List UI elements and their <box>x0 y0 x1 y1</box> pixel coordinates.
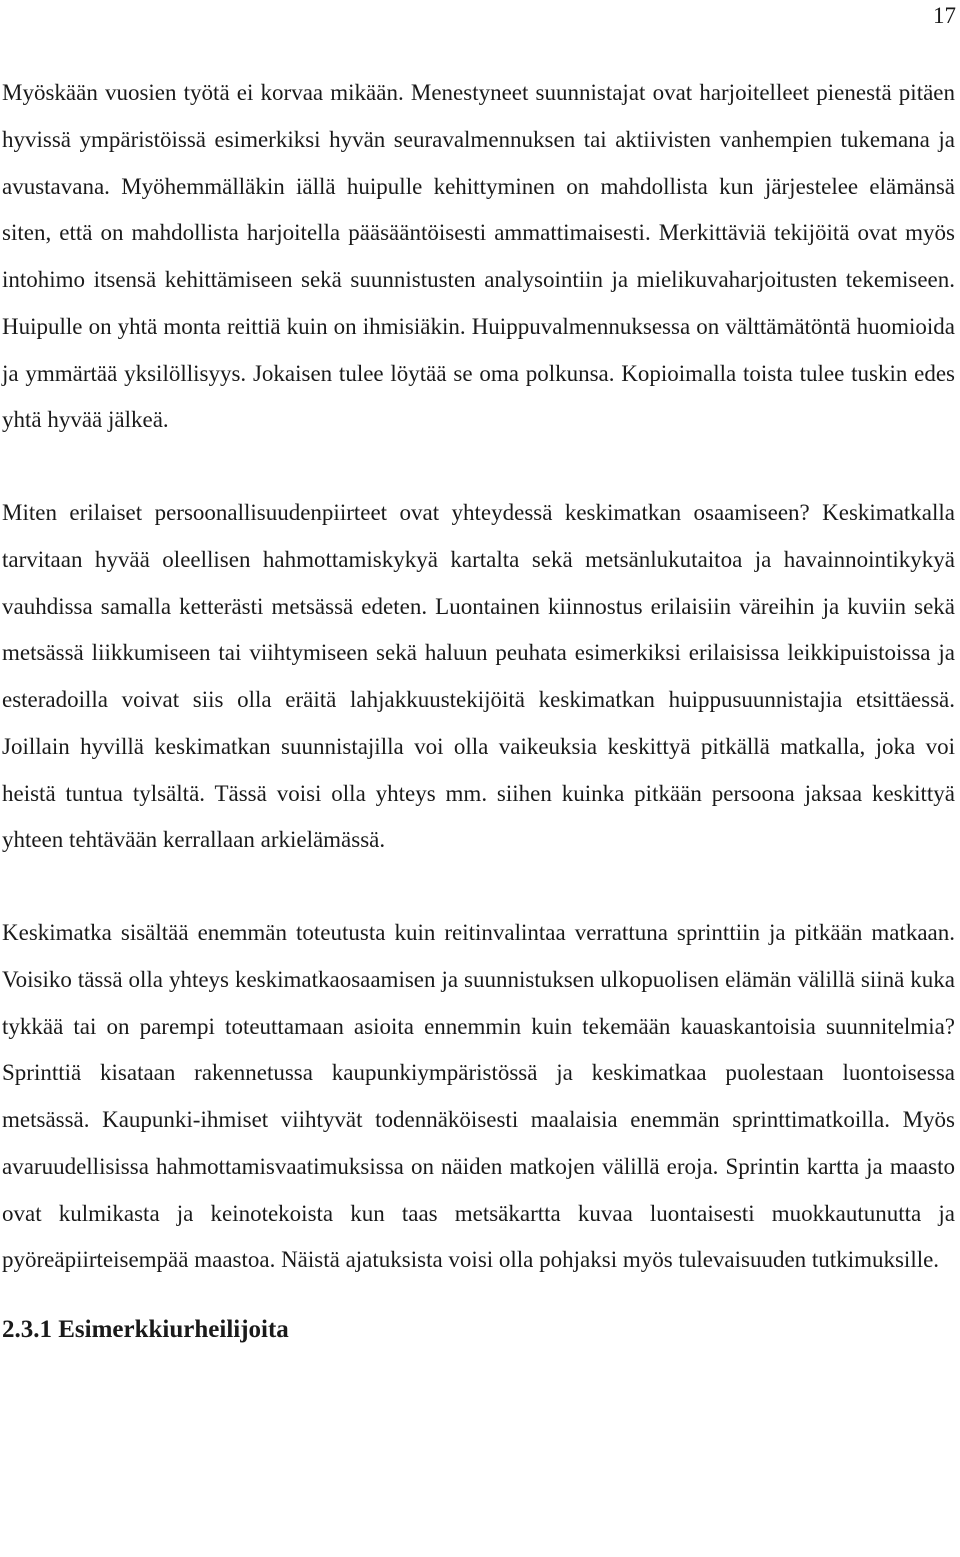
document-body <box>2 70 955 1350</box>
paragraph-spacer <box>2 864 955 910</box>
page-number: 17 <box>933 3 956 28</box>
paragraph-spacer <box>2 444 955 490</box>
paragraph-3: Keskimatka sisältää enemmän toteutusta kuin reitinvalintaa verrattuna sprinttiin ja pitkään matkaan. Voisiko tässä olla yhteys keskimatkaosaamisen ja suunnistuksen ulkopuolisen elämän välillä siinä kuka tykkää tai on parempi toteuttamaan asioita ennemmin kuin tekemään kauaskantoisia suunnitelmia? Sprinttiä kisataan rakennetussa kaupunkiympäristössä ja keskimatkaa puolestaan luontoisessa metsässä. Kaupunki-ihmiset viihtyvät todennäköisesti maalaisia enemmän sprinttimatkoilla. Myös avaruudellisissa hahmottamisvaatimuksissa on näiden matkojen välillä eroja. Sprintin kartta ja maasto ovat kulmikasta ja keinotekoista kun taas metsäkartta kuvaa luontaisesti muokkautunutta ja pyöreäpiirteisempää maastoa. Näistä ajatuksista voisi olla pohjaksi myös tulevaisuuden tutkimuksille. <box>2 920 955 1273</box>
paragraph-1: Myöskään vuosien työtä ei korvaa mikään. Menestyneet suunnistajat ovat harjoitelleet pienestä pitäen hyvissä ympäristöissä esimerkiksi hyvän seuravalmennuksen tai aktiivisten vanhempien tukemana ja avustavana. Myöhemmälläkin iällä huipulle kehittyminen on mahdollista kun järjestelee elämänsä siten, että on mahdollista harjoitella pääsääntöisesti ammattimaisesti. Merkittäviä tekijöitä ovat myös intohimo itsensä kehittämiseen sekä suunnistusten analysointiin ja mielikuvaharjoitusten tekemiseen. Huipulle on yhtä monta reittiä kuin on ihmisiäkin. Huippuvalmennuksessa on välttämätöntä huomioida ja ymmärtää yksilöllisyys. Jokaisen tulee löytää se oma polkunsa. Kopioimalla toista tulee tuskin edes yhtä hyvää jälkeä. <box>2 80 955 433</box>
paragraph-2: Miten erilaiset persoonallisuudenpiirteet ovat yhteydessä keskimatkan osaamiseen? Keskimatkalla tarvitaan hyvää oleellisen hahmottamiskykyä kartalta sekä metsänlukutaitoa ja havainnointikykyä vauhdissa samalla ketterästi metsässä edeten. Luontainen kiinnostus erilaisiin väreihin ja kuviin sekä metsässä liikkumiseen tai viihtymiseen sekä haluun peuhata esimerkiksi erilaisissa leikkipuistoissa ja esteradoilla voivat siis olla eräitä lahjakkuustekijöitä keskimatkan huippusuunnistajia etsittäessä. Joillain hyvillä keskimatkan suunnistajilla voi olla vaikeuksia keskittyä pitkällä matkalla, joka voi heistä tuntua tylsältä. Tässä voisi olla yhteys mm. siihen kuinka pitkään persoona jaksaa keskittyä yhteen tehtävään kerrallaan arkielämässä. <box>2 500 955 853</box>
section-heading: 2.3.1 Esimerkkiurheilijoita <box>2 1316 289 1343</box>
